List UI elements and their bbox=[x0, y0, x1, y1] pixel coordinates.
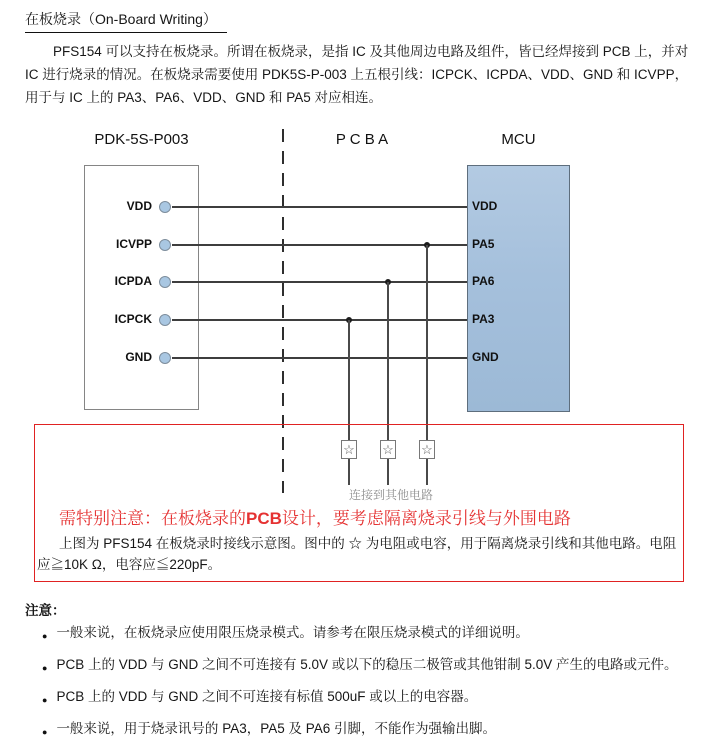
pin-terminal-icon bbox=[159, 276, 171, 288]
programmer-header: PDK-5S-P003 bbox=[94, 131, 189, 148]
warning-body-line: 上图为 PFS154 在板烧录时接线示意图。图中的 ☆ 为电阻或电容，用于隔离烧录引线和其他电路。电阻 bbox=[59, 536, 677, 551]
other-circuit-label: 连接到其他电路 bbox=[348, 488, 433, 502]
notes-heading: 注意： bbox=[25, 603, 66, 618]
mcu-pin-label: GND bbox=[472, 350, 499, 364]
programmer-pin-label: VDD bbox=[126, 199, 152, 213]
branch-wire bbox=[426, 245, 428, 440]
warning-headline-pcb: PCB bbox=[246, 509, 282, 528]
note-text: 一般来说，在板烧录应使用限压烧录模式。请参考在限压烧录模式的详细说明。 bbox=[56, 625, 529, 640]
note-item bbox=[42, 625, 697, 644]
bullet-icon: ● bbox=[42, 727, 48, 737]
isolation-star-icon: ☆ bbox=[341, 440, 357, 459]
note-text: PCB 上的 VDD 与 GND 之间不可连接有 5.0V 或以下的稳压二极管或其他钳制 5.0V 产生的电路或元件。 bbox=[56, 657, 678, 672]
pcba-header: P C B A bbox=[335, 131, 389, 148]
bullet-icon: ● bbox=[42, 695, 48, 705]
programmer-pin-label: ICPDA bbox=[114, 274, 152, 288]
bullet-icon: ● bbox=[42, 663, 48, 673]
mcu-pin-label: VDD bbox=[472, 199, 498, 213]
programmer-pin-label: ICPCK bbox=[114, 312, 152, 326]
warning-body bbox=[37, 533, 689, 575]
connection-wire bbox=[172, 357, 467, 359]
warning-headline-suffix: 设计，要考虑隔离烧录引线与外围电路 bbox=[281, 509, 571, 528]
notes-list bbox=[42, 625, 697, 748]
mcu-pin-label: PA3 bbox=[472, 312, 495, 326]
intro-line: IC 进行烧录的情况。在板烧录需要使用 PDK5S-P-003 上五根引线：ICPCK、ICPDA、VDD、GND 和 ICVPP， bbox=[25, 67, 689, 82]
mcu-header: MCU bbox=[501, 131, 536, 148]
warning-headline bbox=[59, 504, 571, 529]
isolation-star-icon: ☆ bbox=[380, 440, 396, 459]
programmer-pin-label: ICVPP bbox=[115, 237, 152, 251]
mcu-pin-label: PA5 bbox=[472, 237, 495, 251]
branch-wire bbox=[348, 320, 350, 440]
section-title-text: 在板烧录（On-Board Writing） bbox=[25, 9, 227, 33]
note-item bbox=[42, 721, 697, 740]
note-text: 一般来说，用于烧录讯号的 PA3，PA5 及 PA6 引脚，不能作为强输出脚。 bbox=[56, 721, 496, 736]
pin-terminal-icon bbox=[159, 352, 171, 364]
pin-terminal-icon bbox=[159, 239, 171, 251]
mcu-pin-label: PA6 bbox=[472, 274, 495, 288]
bullet-icon: ● bbox=[42, 631, 48, 641]
connection-wire bbox=[172, 206, 467, 208]
warning-headline-prefix: 需特别注意：在板烧录的 bbox=[59, 509, 246, 528]
connection-wire bbox=[172, 244, 467, 246]
intro-line: PFS154 可以支持在板烧录。所谓在板烧录，是指 IC 及其他周边电路及组件，皆已经焊接到 PCB 上，并对 bbox=[53, 44, 689, 59]
note-item bbox=[42, 689, 697, 708]
note-text: PCB 上的 VDD 与 GND 之间不可连接有标值 500uF 或以上的电容器。 bbox=[56, 689, 478, 704]
branch-wire bbox=[387, 282, 389, 440]
intro-line: 用于与 IC 上的 PA3、PA6、VDD、GND 和 PA5 对应相连。 bbox=[25, 90, 383, 105]
connection-wire bbox=[172, 281, 467, 283]
pin-terminal-icon bbox=[159, 314, 171, 326]
warning-body-line: 应≧10K Ω，电容应≦220pF。 bbox=[37, 557, 222, 572]
connection-wire bbox=[172, 319, 467, 321]
programmer-pin-label: GND bbox=[125, 350, 152, 364]
section-title bbox=[25, 9, 227, 33]
intro-paragraph bbox=[25, 40, 688, 109]
pin-terminal-icon bbox=[159, 201, 171, 213]
isolation-star-icon: ☆ bbox=[419, 440, 435, 459]
note-item bbox=[42, 657, 697, 676]
